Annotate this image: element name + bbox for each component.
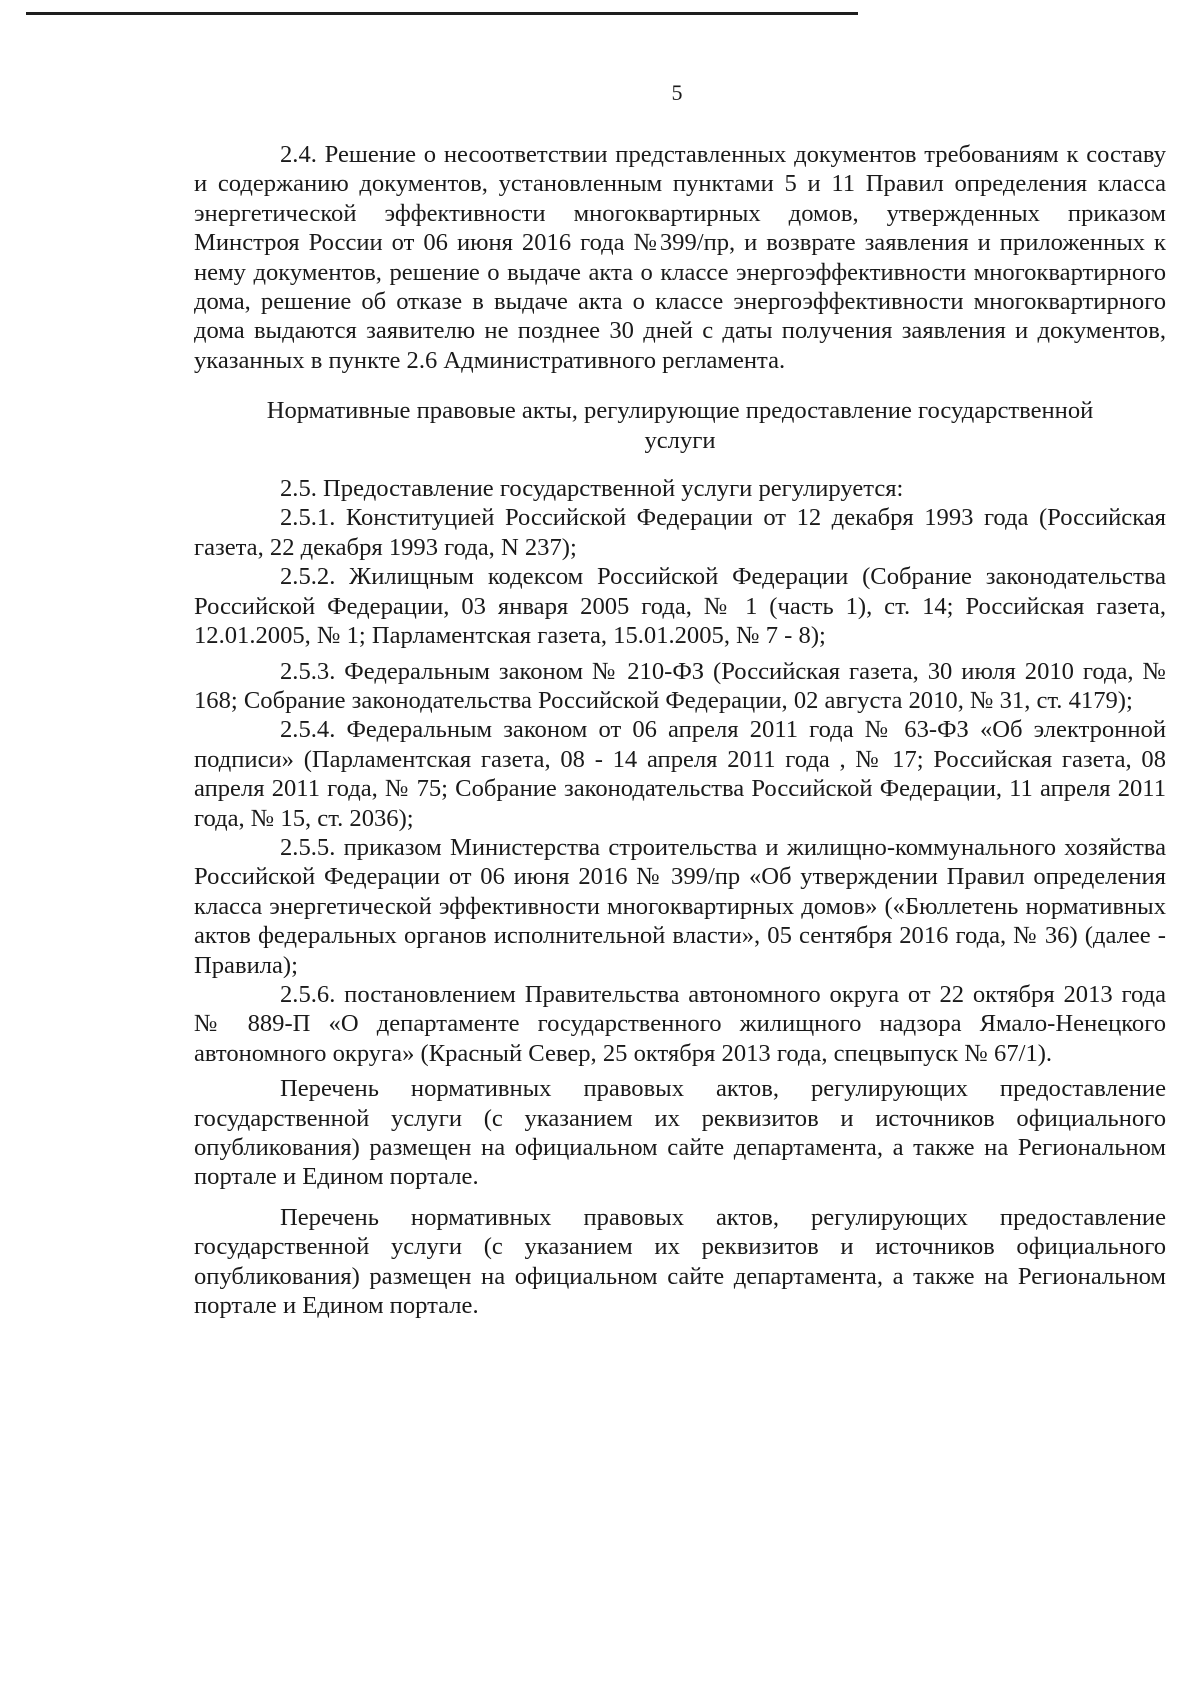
- top-scan-rule: [26, 12, 858, 15]
- paragraph-2-5-4: 2.5.4. Федеральным законом от 06 апреля 2011 года № 63-ФЗ «Об электронной подписи» (Парламентская газета, 08 - 14 апреля 2011 года , № 17; Российская газета, 08 апреля 2011 года, № 75; Собрание законодательства Российской Федерации, 11 апреля 2011 года, № 15, ст. 2036);: [194, 716, 1166, 832]
- paragraph-2-5: 2.5. Предоставление государственной услуги регулируется:: [280, 475, 904, 503]
- paragraph-2-5-6: 2.5.6. постановлением Правительства автономного округа от 22 октября 2013 года № 889-П «О департаменте государственного жилищного надзора Ямало-Ненецкого автономного округа» (Красный Север, 25 октября 2013 года, спецвыпуск № 67/1).: [194, 980, 1166, 1067]
- document-body: [194, 140, 1166, 1320]
- paragraph-2-5-3: 2.5.3. Федеральным законом № 210-ФЗ (Российская газета, 30 июля 2010 года, № 168; Собрание законодательства Российской Федерации, 02 августа 2010, № 31, ст. 4179);: [194, 657, 1166, 714]
- legal-acts-note: Перечень нормативных правовых актов, регулирующих предоставление государственной услуги (с указанием их реквизитов и источников официального опубликования) размещен на официальном сайте департамента, а также на Региональном портале и Едином портале.: [194, 1075, 1166, 1191]
- paragraph-2-5-1: 2.5.1. Конституцией Российской Федерации от 12 декабря 1993 года (Российская газета, 22 декабря 1993 года, N 237);: [194, 504, 1166, 561]
- legal-acts-note-repeat: Перечень нормативных правовых актов, регулирующих предоставление государственной услуги (с указанием их реквизитов и источников официального опубликования) размещен на официальном сайте департамента, а также на Региональном портале и Едином портале.: [194, 1203, 1166, 1320]
- section-heading: Нормативные правовые акты, регулирующие предоставление государственной услуги: [266, 397, 1094, 454]
- paragraph-2-4: 2.4. Решение о несоответствии представленных документов требованиям к составу и содержанию документов, установленным пунктами 5 и 11 Правил определения класса энергетической эффективности многоквартирных домов, утвержденных приказом Минстроя России от 06 июня 2016 года №399/пр, и возврате заявления и приложенных к нему документов, решение о выдаче акта о классе энергоэффективности многоквартирного дома, решение об отказе в выдаче акта о классе энергоэффективности многоквартирного дома выдаются заявителю не позднее 30 дней с даты получения заявления и документов, указанных в пункте 2.6 Административного регламента.: [194, 141, 1166, 374]
- paragraph-2-5-5: 2.5.5. приказом Министерства строительства и жилищно-коммунального хозяйства Российской Федерации от 06 июня 2016 № 399/пр «Об утверждении Правил определения класса энергетической эффективности многоквартирных домов» («Бюллетень нормативных актов федеральных органов исполнительной власти», 05 сентября 2016 года, № 36) (далее - Правила);: [194, 833, 1166, 979]
- page-number: 5: [671, 80, 683, 105]
- paragraph-2-5-2: 2.5.2. Жилищным кодексом Российской Федерации (Собрание законодательства Российской Федерации, 03 января 2005 года, № 1 (часть 1), ст. 14; Российская газета, 12.01.2005, № 1; Парламентская газета, 15.01.2005, № 7 - 8);: [194, 563, 1166, 650]
